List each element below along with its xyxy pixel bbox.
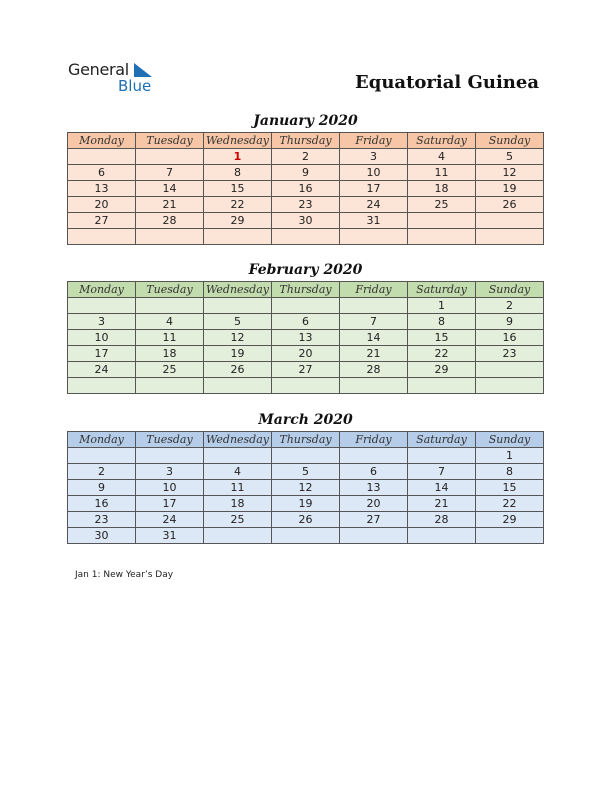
weekday-header: Friday <box>340 133 408 149</box>
day-cell: 5 <box>204 314 272 330</box>
day-cell: 13 <box>68 181 136 197</box>
weekday-header: Sunday <box>476 133 544 149</box>
day-cell: 29 <box>204 213 272 229</box>
week-row <box>68 464 544 480</box>
day-cell: 23 <box>272 197 340 213</box>
day-cell: 20 <box>68 197 136 213</box>
day-cell: 5 <box>476 149 544 165</box>
weekday-header: Tuesday <box>136 432 204 448</box>
day-cell <box>204 229 272 245</box>
day-cell: 26 <box>272 512 340 528</box>
day-cell: 21 <box>408 496 476 512</box>
weekday-header: Wednesday <box>204 432 272 448</box>
holiday-note: Jan 1: New Year’s Day <box>75 570 174 580</box>
weekday-header: Saturday <box>408 432 476 448</box>
day-cell: 25 <box>204 512 272 528</box>
weekday-header: Sunday <box>476 432 544 448</box>
day-cell <box>408 528 476 544</box>
day-cell: 2 <box>68 464 136 480</box>
month-february <box>67 261 544 394</box>
day-cell <box>476 528 544 544</box>
day-cell: 25 <box>408 197 476 213</box>
day-cell <box>340 448 408 464</box>
day-cell <box>476 229 544 245</box>
day-cell: 19 <box>476 181 544 197</box>
week-row <box>68 496 544 512</box>
weekday-header: Thursday <box>272 282 340 298</box>
day-cell: 27 <box>340 512 408 528</box>
day-cell: 25 <box>136 362 204 378</box>
day-cell: 24 <box>340 197 408 213</box>
weekday-header: Monday <box>68 432 136 448</box>
day-cell <box>272 229 340 245</box>
day-cell: 24 <box>68 362 136 378</box>
day-cell: 19 <box>272 496 340 512</box>
month-title: March 2020 <box>258 412 353 428</box>
day-cell <box>204 448 272 464</box>
day-cell <box>204 378 272 394</box>
day-cell <box>272 378 340 394</box>
day-cell: 1 <box>476 448 544 464</box>
day-cell <box>272 448 340 464</box>
day-cell: 5 <box>272 464 340 480</box>
day-cell <box>68 378 136 394</box>
day-cell: 13 <box>340 480 408 496</box>
day-cell: 27 <box>68 213 136 229</box>
day-cell: 14 <box>408 480 476 496</box>
day-cell <box>340 528 408 544</box>
day-cell: 29 <box>476 512 544 528</box>
day-cell: 21 <box>340 346 408 362</box>
week-row <box>68 448 544 464</box>
month-january <box>67 112 544 245</box>
day-cell: 10 <box>340 165 408 181</box>
day-cell: 20 <box>340 496 408 512</box>
day-cell <box>408 213 476 229</box>
day-cell: 19 <box>204 346 272 362</box>
week-row <box>68 181 544 197</box>
day-cell <box>408 378 476 394</box>
day-cell: 26 <box>476 197 544 213</box>
day-cell <box>136 378 204 394</box>
weekday-header: Tuesday <box>136 282 204 298</box>
day-cell: 11 <box>204 480 272 496</box>
week-row <box>68 512 544 528</box>
day-cell: 15 <box>476 480 544 496</box>
country-title: Equatorial Guinea <box>355 72 539 93</box>
day-cell <box>204 528 272 544</box>
day-cell: 1 <box>204 149 272 165</box>
day-cell: 22 <box>408 346 476 362</box>
week-row <box>68 314 544 330</box>
day-cell <box>476 378 544 394</box>
day-cell: 22 <box>476 496 544 512</box>
day-cell <box>68 298 136 314</box>
day-cell: 3 <box>68 314 136 330</box>
day-cell: 16 <box>476 330 544 346</box>
week-row <box>68 330 544 346</box>
day-cell: 2 <box>476 298 544 314</box>
day-cell: 17 <box>136 496 204 512</box>
day-cell: 11 <box>408 165 476 181</box>
day-cell: 7 <box>340 314 408 330</box>
day-cell <box>340 229 408 245</box>
weekday-header: Saturday <box>408 282 476 298</box>
week-row <box>68 213 544 229</box>
day-cell: 31 <box>136 528 204 544</box>
day-cell <box>68 149 136 165</box>
week-row <box>68 528 544 544</box>
week-row <box>68 346 544 362</box>
day-cell: 31 <box>340 213 408 229</box>
day-cell <box>68 229 136 245</box>
month-title: February 2020 <box>248 262 363 278</box>
day-cell: 2 <box>272 149 340 165</box>
day-cell: 14 <box>340 330 408 346</box>
day-cell: 17 <box>68 346 136 362</box>
day-cell <box>476 362 544 378</box>
day-cell: 18 <box>408 181 476 197</box>
week-row <box>68 298 544 314</box>
weekday-header: Wednesday <box>204 133 272 149</box>
day-cell <box>408 448 476 464</box>
day-cell: 7 <box>408 464 476 480</box>
weekday-header: Friday <box>340 432 408 448</box>
day-cell <box>204 298 272 314</box>
day-cell: 30 <box>68 528 136 544</box>
weekday-header: Thursday <box>272 133 340 149</box>
weekday-header: Thursday <box>272 432 340 448</box>
day-cell <box>136 448 204 464</box>
day-cell: 15 <box>204 181 272 197</box>
day-cell: 16 <box>272 181 340 197</box>
calendar-table-january <box>67 132 544 245</box>
day-cell: 28 <box>136 213 204 229</box>
day-cell <box>408 229 476 245</box>
logo-text-general: General <box>68 60 129 79</box>
day-cell: 10 <box>68 330 136 346</box>
day-cell: 12 <box>272 480 340 496</box>
day-cell: 11 <box>136 330 204 346</box>
day-cell: 10 <box>136 480 204 496</box>
weekday-header-row <box>68 432 544 448</box>
day-cell: 3 <box>340 149 408 165</box>
day-cell: 16 <box>68 496 136 512</box>
weekday-header: Monday <box>68 282 136 298</box>
day-cell: 6 <box>272 314 340 330</box>
week-row <box>68 480 544 496</box>
day-cell: 15 <box>408 330 476 346</box>
day-cell: 30 <box>272 213 340 229</box>
day-cell: 7 <box>136 165 204 181</box>
week-row <box>68 362 544 378</box>
day-cell <box>272 528 340 544</box>
day-cell <box>476 213 544 229</box>
logo-text-blue: Blue <box>118 77 152 95</box>
day-cell: 8 <box>476 464 544 480</box>
day-cell: 4 <box>204 464 272 480</box>
day-cell <box>340 298 408 314</box>
day-cell <box>136 149 204 165</box>
day-cell: 26 <box>204 362 272 378</box>
weekday-header-row <box>68 133 544 149</box>
day-cell: 4 <box>136 314 204 330</box>
day-cell: 9 <box>68 480 136 496</box>
day-cell: 23 <box>68 512 136 528</box>
day-cell: 12 <box>476 165 544 181</box>
day-cell: 18 <box>204 496 272 512</box>
day-cell: 29 <box>408 362 476 378</box>
day-cell <box>136 298 204 314</box>
day-cell: 21 <box>136 197 204 213</box>
weekday-header: Monday <box>68 133 136 149</box>
day-cell: 23 <box>476 346 544 362</box>
week-row <box>68 197 544 213</box>
day-cell <box>272 298 340 314</box>
week-row <box>68 149 544 165</box>
day-cell: 28 <box>340 362 408 378</box>
day-cell: 13 <box>272 330 340 346</box>
weekday-header: Friday <box>340 282 408 298</box>
month-march <box>67 411 544 544</box>
day-cell: 6 <box>340 464 408 480</box>
day-cell: 20 <box>272 346 340 362</box>
day-cell: 14 <box>136 181 204 197</box>
day-cell: 9 <box>476 314 544 330</box>
day-cell: 17 <box>340 181 408 197</box>
day-cell: 22 <box>204 197 272 213</box>
week-row <box>68 165 544 181</box>
weekday-header: Saturday <box>408 133 476 149</box>
week-row <box>68 378 544 394</box>
day-cell <box>68 448 136 464</box>
weekday-header: Wednesday <box>204 282 272 298</box>
day-cell: 6 <box>68 165 136 181</box>
calendar-table-february <box>67 281 544 394</box>
weekday-header: Tuesday <box>136 133 204 149</box>
day-cell <box>340 378 408 394</box>
weekday-header: Sunday <box>476 282 544 298</box>
day-cell: 8 <box>204 165 272 181</box>
day-cell: 1 <box>408 298 476 314</box>
day-cell: 3 <box>136 464 204 480</box>
day-cell: 28 <box>408 512 476 528</box>
logo-triangle-icon <box>134 63 152 77</box>
day-cell: 24 <box>136 512 204 528</box>
month-title: January 2020 <box>253 113 358 129</box>
day-cell: 18 <box>136 346 204 362</box>
day-cell: 8 <box>408 314 476 330</box>
weekday-header-row <box>68 282 544 298</box>
day-cell <box>136 229 204 245</box>
week-row <box>68 229 544 245</box>
day-cell: 9 <box>272 165 340 181</box>
day-cell: 12 <box>204 330 272 346</box>
generalblue-logo <box>68 60 168 96</box>
day-cell: 27 <box>272 362 340 378</box>
day-cell: 4 <box>408 149 476 165</box>
calendar-table-march <box>67 431 544 544</box>
